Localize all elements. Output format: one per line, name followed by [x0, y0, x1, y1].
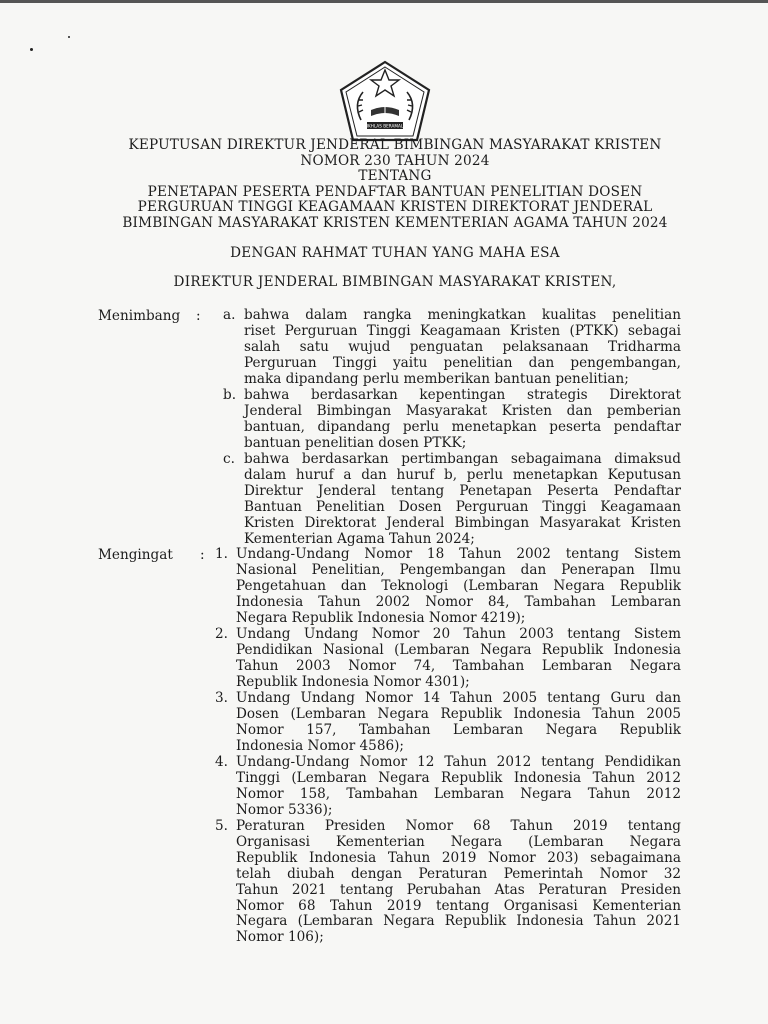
item-line: Nomor 68 Tahun 2019 tentang Organisasi Kementerian: [236, 897, 681, 914]
item-line: bahwa dalam rangka meningkatkan kualitas penelitian: [244, 307, 681, 323]
item-line: Tinggi (Lembaran Negara Republik Indonesia Tahun 2012: [236, 769, 681, 786]
menimbang-item-a: [223, 307, 681, 388]
item-marker: c.: [223, 451, 235, 467]
emblem-motto: IKHLAS BERAMAL: [366, 123, 404, 129]
item-line: Republik Indonesia Tahun 2019 Nomor 203) sebagaimana: [236, 849, 681, 866]
menimbang-label: Menimbang: [98, 308, 181, 324]
title-line: PENETAPAN PESERTA PENDAFTAR BANTUAN PENELITIAN DOSEN: [147, 183, 643, 200]
item-line: Republik Indonesia Nomor 4301);: [236, 673, 470, 690]
item-line: bantuan, dipandang perlu menetapkan peserta pendaftar: [244, 418, 681, 435]
item-line: Tahun 2021 tentang Perubahan Atas Peraturan Presiden: [236, 881, 681, 898]
item-line: Negara Republik Indonesia Nomor 4219);: [236, 609, 526, 626]
item-line: Nomor 158, Tambahan Lembaran Negara Tahun 2012: [236, 785, 681, 802]
mengingat-item-3: [215, 690, 681, 755]
item-marker: 5.: [215, 818, 228, 834]
item-line: Bantuan Penelitian Dosen Perguruan Tinggi Keagamaan: [244, 498, 681, 515]
item-line: bantuan penelitian dosen PTKK;: [244, 434, 467, 451]
item-line: Nasional Penelitian, Pengembangan dan Penerapan Ilmu: [236, 561, 681, 578]
mengingat-item-5: [215, 818, 681, 946]
title-line: BIMBINGAN MASYARAKAT KRISTEN KEMENTERIAN AGAMA TAHUN 2024: [122, 214, 668, 231]
scan-speck: [68, 36, 70, 38]
item-line: Peraturan Presiden Nomor 68 Tahun 2019 tentang: [236, 818, 681, 834]
menimbang-colon: :: [196, 308, 201, 324]
title-line: PERGURUAN TINGGI KEAGAMAAN KRISTEN DIREKTORAT JENDERAL: [137, 199, 653, 216]
item-line: Nomor 5336);: [236, 801, 333, 818]
item-line: Pengetahuan dan Teknologi (Lembaran Negara Republik: [236, 577, 681, 594]
item-line: bahwa berdasarkan pertimbangan sebagaimana dimaksud: [244, 451, 681, 467]
item-line: Dosen (Lembaran Negara Republik Indonesia Tahun 2005: [236, 705, 681, 722]
item-line: Nomor 106);: [236, 929, 324, 946]
item-marker: 3.: [215, 690, 228, 706]
mengingat-item-4: [215, 754, 681, 819]
title-line: TENTANG: [358, 168, 432, 185]
item-line: Undang-Undang Nomor 12 Tahun 2012 tentang Pendidikan: [236, 754, 681, 770]
mengingat-label: Mengingat: [98, 547, 173, 563]
item-line: Kristen Direktorat Jenderal Bimbingan Masyarakat Kristen: [244, 514, 681, 531]
mengingat-colon: :: [200, 547, 205, 563]
item-marker: b.: [223, 387, 237, 403]
item-marker: 2.: [215, 626, 228, 642]
item-line: Perguruan Tinggi yaitu penelitian dan pengembangan,: [244, 354, 681, 371]
item-line: Negara (Lembaran Negara Republik Indonesia Tahun 2021: [236, 913, 681, 930]
item-line: Undang Undang Nomor 20 Tahun 2003 tentang Sistem: [236, 626, 681, 642]
item-line: Organisasi Kementerian Negara (Lembaran Negara: [236, 833, 681, 850]
scan-speck: [30, 48, 33, 51]
item-line: Nomor 157, Tambahan Lembaran Negara Republik: [236, 721, 681, 738]
item-line: telah diubah dengan Peraturan Pemerintah Nomor 32: [236, 865, 681, 882]
item-line: Undang-Undang Nomor 18 Tahun 2002 tentang Sistem: [236, 546, 681, 562]
item-marker: 1.: [215, 546, 228, 562]
item-line: Tahun 2003 Nomor 74, Tambahan Lembaran Negara: [236, 657, 681, 674]
item-line: dalam huruf a dan huruf b, perlu menetapkan Keputusan: [244, 466, 681, 483]
menimbang-item-c: [223, 451, 681, 547]
item-line: riset Perguruan Tinggi Keagamaan Kristen (PTKK) sebagai: [244, 322, 681, 339]
item-line: Jenderal Bimbingan Masyarakat Kristen dan pemberian: [244, 402, 681, 419]
mengingat-item-2: [215, 626, 681, 691]
item-marker: a.: [223, 307, 236, 323]
official-title: DIREKTUR JENDERAL BIMBINGAN MASYARAKAT KRISTEN,: [173, 274, 617, 290]
item-line: salah satu wujud penguatan pelaksanaan Tridharma: [244, 338, 681, 355]
decree-title: [100, 138, 690, 232]
mengingat-item-1: [215, 546, 681, 627]
kemenag-emblem-icon: [339, 60, 431, 142]
item-line: Indonesia Nomor 4586);: [236, 737, 405, 754]
item-marker: 4.: [215, 754, 228, 770]
item-line: Undang Undang Nomor 14 Tahun 2005 tentang Guru dan: [236, 690, 681, 706]
item-line: Direktur Jenderal tentang Penetapan Peserta Pendaftar: [244, 482, 681, 499]
item-line: bahwa berdasarkan kepentingan strategis Direktorat: [244, 387, 681, 403]
title-line: NOMOR 230 TAHUN 2024: [300, 152, 490, 169]
item-line: maka dipandang perlu memberikan bantuan penelitian;: [244, 370, 629, 387]
item-line: Kementerian Agama Tahun 2024;: [244, 530, 475, 547]
item-line: Indonesia Tahun 2002 Nomor 84, Tambahan Lembaran: [236, 593, 681, 610]
menimbang-item-b: [223, 387, 681, 452]
title-line: KEPUTUSAN DIREKTUR JENDERAL BIMBINGAN MASYARAKAT KRISTEN: [128, 137, 662, 153]
item-line: Pendidikan Nasional (Lembaran Negara Republik Indonesia: [236, 641, 681, 658]
scan-top-edge: [0, 0, 768, 3]
greeting: DENGAN RAHMAT TUHAN YANG MAHA ESA: [230, 245, 560, 261]
